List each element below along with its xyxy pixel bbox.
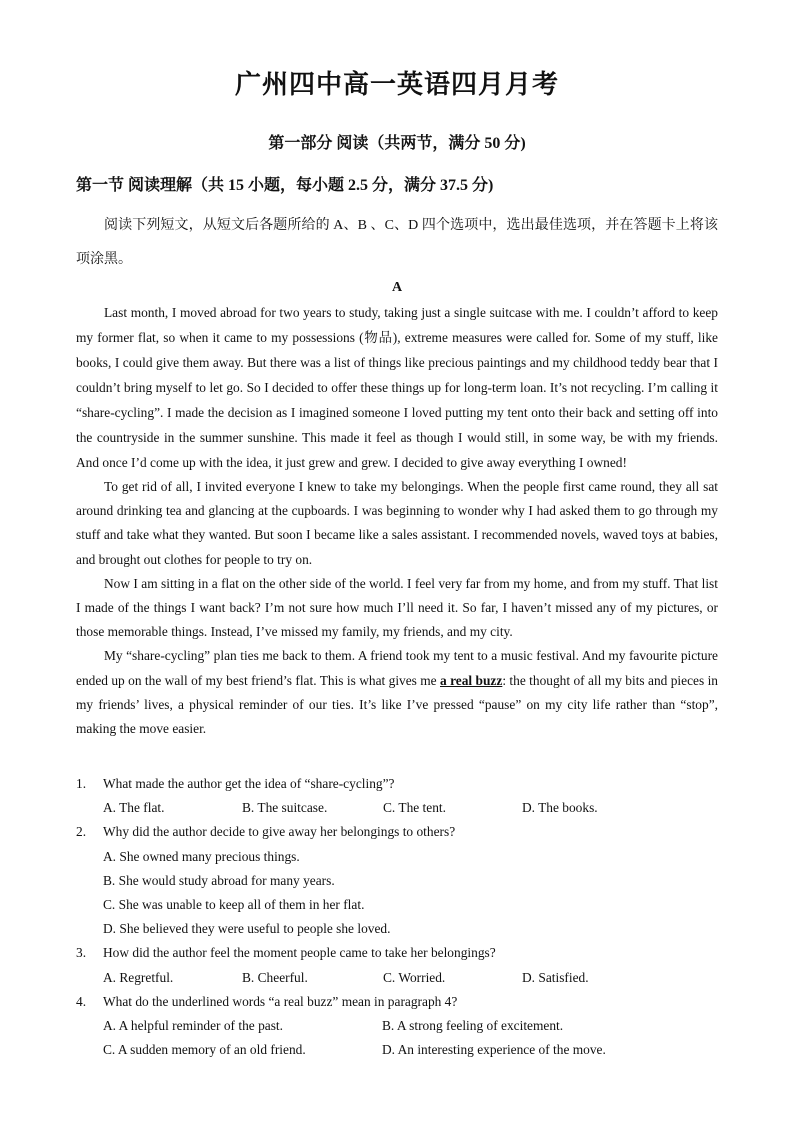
question-text: What do the underlined words “a real buzz” mean in paragraph 4? [103, 993, 458, 1009]
part-heading: 第一部分 阅读（共两节，满分 50 分) [268, 135, 526, 152]
passage-paragraph-3: Now I am sitting in a flat on the other side of the world. I feel very far from my home, and from my stuff. That list I made of the things I want back? I’m not sure how much I’ll need it. So far, I haven’t missed any of my pictures, or those memorable things. Instead, I’ve missed my family, my friends, and my city. [76, 575, 718, 640]
passage-paragraph-2: To get rid of all, I invited everyone I knew to take my belongings. When the people first came round, they all sat around drinking tea and glancing at the cupboards. I was beginning to wonder why I had asked them to go through my stuff and take what they wanted. But soon I became like a sales assistant. I recommended novels, waved toys at babies, and brought out clothes for people to try on. [76, 479, 718, 567]
question-text: What made the author get the idea of “share-cycling”? [103, 776, 395, 791]
question-number: 4. [76, 993, 87, 1009]
question-2 [76, 820, 736, 844]
option-c: C. She was unable to keep all of them in her flat. [103, 896, 365, 912]
option-d: D. The books. [522, 800, 598, 816]
question-2-option-a [76, 845, 736, 869]
question-number: 2. [76, 824, 87, 840]
paragraph-4-text-before: My “share-cycling” plan ties me back to them. A friend took my tent to a music festival. And my favourite picture ended up on the wall of my best friend’s flat. This is what gives me [76, 648, 718, 688]
option-c: C. The tent. [383, 800, 446, 816]
question-2-option-c [76, 893, 736, 917]
option-b: B. Cheerful. [242, 969, 308, 985]
question-4 [76, 990, 736, 1014]
question-4-options-cd [76, 1038, 736, 1062]
option-a: A. Regretful. [103, 969, 174, 985]
instructions: 阅读下列短文，从短文后各题所给的 A、B 、C、D 四个选项中，选出最佳选项，并在答题卡上将该项涂黑。 [76, 218, 718, 267]
passage-paragraph-4 [76, 644, 718, 741]
option-a: A. She owned many precious things. [103, 848, 300, 864]
section-heading: 第一节 阅读理解（共 15 小题，每小题 2.5 分，满分 37.5 分) [76, 177, 494, 194]
option-d: D. She believed they were useful to people she loved. [103, 921, 391, 937]
question-3-options [76, 966, 736, 990]
question-text: How did the author feel the moment people came to take her belongings? [103, 945, 496, 961]
passage-a [76, 300, 718, 741]
passage-paragraph-1: Last month, I moved abroad for two years to study, taking just a single suitcase with me. I couldn’t afford to keep my former flat, so when it came to my possessions (物品), extreme measures were called for. Some of my stuff, like books, I could give them away. But there was a list of things like precious paintings and my childhood teddy bear that I couldn’t bring myself to let go. So I decided to offer these things up for long-term loan. It’s not recycling. I’m calling it “share-cycling”. I made the decision as I imagined someone I loved putting my tent onto their back and setting off into the countryside in the summer sunshine. This made it feel as though I would still, in some way, be with my friends. And once I’d come up with the idea, it just grew and grew. I decided to give away everything I owned! [76, 305, 718, 470]
paragraph-4-text-after: : the thought of all my bits and pieces in my friends’ lives, a physical reminder of our ties. It’s like I’ve pressed “pause” on my city life rather than “stop”, making the move easier. [76, 672, 718, 737]
question-4-options-ab [76, 1014, 736, 1038]
option-d: D. Satisfied. [522, 969, 589, 985]
question-1-options [76, 796, 736, 820]
underlined-phrase: a real buzz [440, 672, 503, 688]
question-number: 1. [76, 776, 87, 791]
question-3 [76, 941, 736, 965]
question-list [76, 772, 736, 1062]
question-text: Why did the author decide to give away her belongings to others? [103, 824, 456, 840]
option-a: A. A helpful reminder of the past. [103, 1017, 283, 1033]
option-b: B. The suitcase. [242, 800, 328, 816]
option-b: B. A strong feeling of excitement. [382, 1017, 564, 1033]
question-1 [76, 772, 736, 796]
option-c: C. A sudden memory of an old friend. [103, 1042, 306, 1058]
passage-label: A [391, 280, 403, 295]
question-2-option-b [76, 869, 736, 893]
exam-title: 广州四中高一英语四月月考 [234, 70, 559, 100]
question-number: 3. [76, 945, 87, 961]
option-c: C. Worried. [383, 969, 446, 985]
option-b: B. She would study abroad for many years. [103, 872, 335, 888]
option-a: A. The flat. [103, 800, 165, 816]
option-d: D. An interesting experience of the move. [382, 1042, 606, 1058]
question-2-option-d [76, 917, 736, 941]
